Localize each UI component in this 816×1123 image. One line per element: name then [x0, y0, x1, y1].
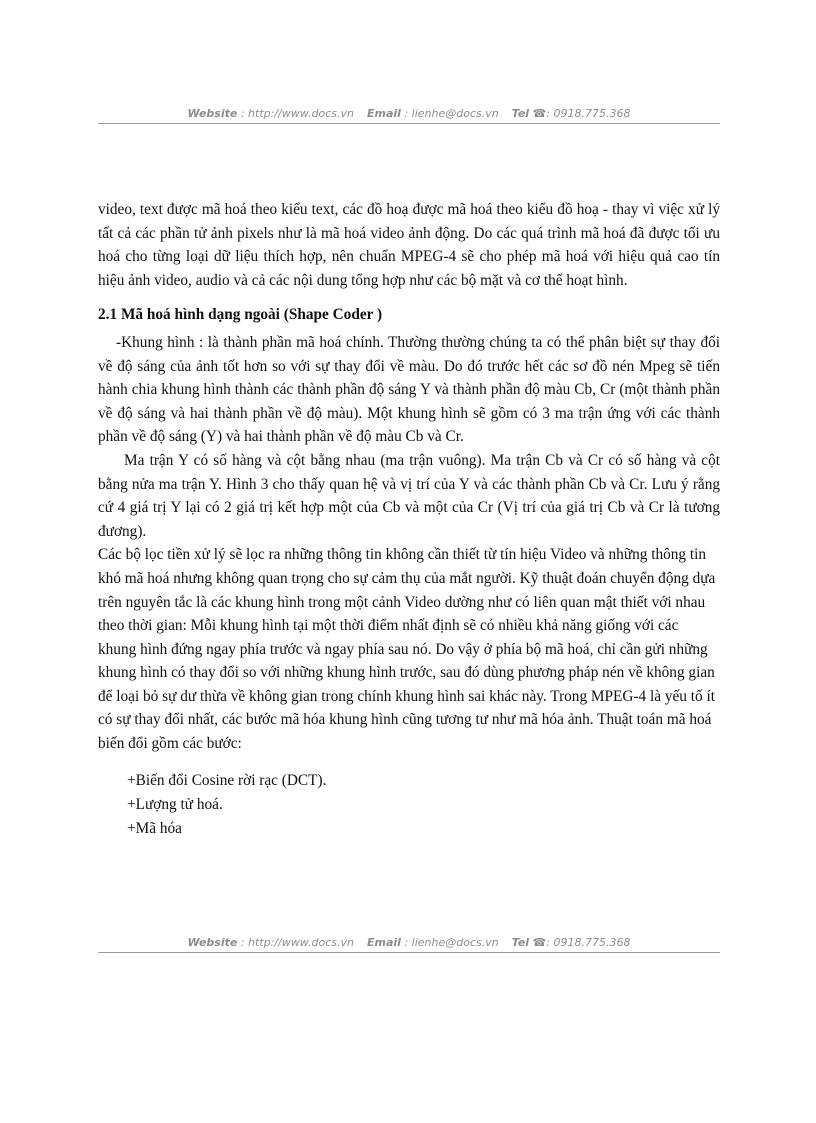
list-item: +Biến đổi Cosine rời rạc (DCT). [127, 771, 327, 789]
footer-website-value: : http://www.docs.vn [240, 936, 355, 949]
header-tel-value: : 0918.775.368 [546, 107, 631, 120]
footer-website-label: Website [187, 936, 238, 949]
footer-email-label: Email [367, 936, 401, 949]
list-item: +Mã hóa [127, 819, 182, 837]
footer-email-value: : lienhe@docs.vn [404, 936, 499, 949]
phone-icon: ☎ [532, 936, 547, 949]
page-footer [98, 935, 720, 951]
page-body [98, 198, 720, 841]
section-heading: 2.1 Mã hoá hình dạng ngoài (Shape Coder ) [98, 306, 383, 324]
list-item: +Lượng tử hoá. [127, 795, 223, 813]
paragraph-intro: video, text được mã hoá theo kiểu text, các đồ hoạ được mã hoá theo kiểu đồ hoạ - thay vì việc xử lý tất cả các phần tử ảnh pixels như là mã hoá video ảnh động. Do các quá trình mã hoá đã được tối ưu hoá cho từng loại dữ liệu thích hợp, nên chuẩn MPEG-4 sẽ cho phép mã hoá với hiệu quả cao tín hiệu ảnh video, audio và cả các nội dung tổng hợp như các bộ mặt và cơ thể hoạt hình. [98, 201, 720, 289]
paragraph-filters: Các bộ lọc tiền xử lý sẽ lọc ra những thông tin không cần thiết từ tín hiệu Video và những thông tin khó mã hoá nhưng không quan trọng cho sự cảm thụ của mắt người. Kỹ thuật đoán chuyển động dựa trên nguyên tắc là các khung hình trong một cảnh Video dường như có liên quan mật thiết với nhau theo thời gian: Mỗi khung hình tại một thời điểm nhất định sẽ có nhiều khả năng giống với các khung hình đứng ngay phía trước và ngay phía sau nó. Do vậy ở phía bộ mã hoá, chỉ cần gửi những khung hình có thay đổi so với những khung hình trước, sau đó dùng phương pháp nén về không gian để loại bỏ sự dư thừa về không gian trong chính khung hình sai khác này. Trong MPEG-4 là yếu tố ít có sự thay đổi nhất, các bước mã hóa khung hình cũng tương tư như mã hóa ảnh. Thuật toán mã hoá biến đổi gồm các bước: [98, 546, 716, 753]
footer-divider [98, 952, 720, 953]
header-email-value: : lienhe@docs.vn [404, 107, 499, 120]
page-header [98, 106, 720, 122]
paragraph-frame: -Khung hình : là thành phần mã hoá chính. Thường thường chúng ta có thể phân biệt sự thay đổi về độ sáng của ảnh tốt hơn so với sự thay đổi về màu. Do đó trước hết các sơ đồ nén Mpeg sẽ tiến hành chia khung hình thành các thành phần độ sáng Y và thành phần độ màu Cb, Cr (một thành phần về độ sáng và hai thành phần về độ màu). Một khung hình sẽ gồm có 3 ma trận ứng với các thành phần về độ sáng (Y) và hai thành phần về độ màu Cb và Cr. [98, 333, 720, 446]
steps-list [98, 769, 720, 841]
header-tel-label: Tel [511, 107, 530, 120]
footer-tel-value: : 0918.775.368 [546, 936, 631, 949]
header-website-label: Website [187, 107, 238, 120]
footer-tel-label: Tel [511, 936, 530, 949]
paragraph-matrix: Ma trận Y có số hàng và cột bằng nhau (ma trận vuông). Ma trận Cb và Cr có số hàng và cột bằng nửa ma trận Y. Hình 3 cho thấy quan hệ và vị trí của Y và các thành phần Cb và Cr. Lưu ý rằng cứ 4 giá trị Y lại có 2 giá trị kết hợp một của Cb và một của Cr (Vị trí của giá trị Cb và Cr là tương đương). [98, 451, 720, 540]
header-website-value: : http://www.docs.vn [240, 107, 355, 120]
phone-icon: ☎ [532, 107, 547, 120]
header-email-label: Email [367, 107, 401, 120]
header-divider [98, 123, 720, 124]
